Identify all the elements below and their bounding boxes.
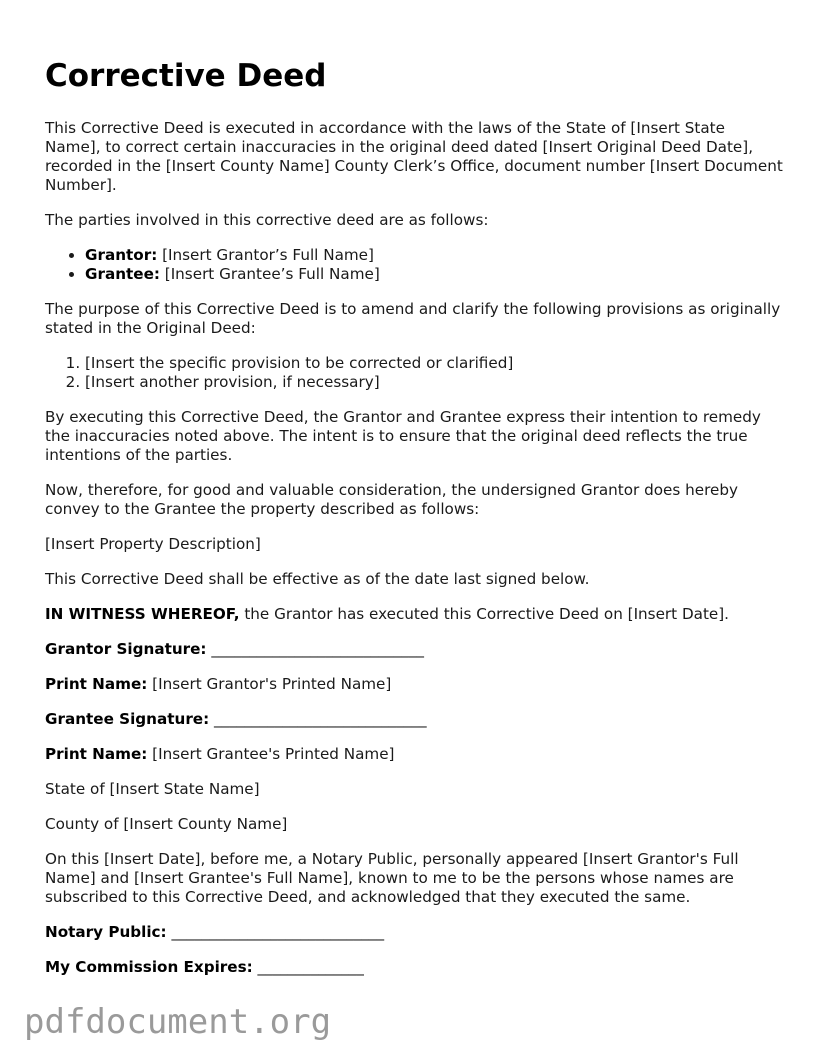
- party-value: [Insert Grantee’s Full Name]: [159, 265, 380, 283]
- grantee-signature-label: Grantee Signature:: [45, 710, 210, 728]
- grantor-print-value: [Insert Grantor's Printed Name]: [147, 675, 392, 693]
- party-label: Grantor:: [85, 246, 158, 264]
- purpose-paragraph: The purpose of this Corrective Deed is to amend and clarify the following provisions as originally stated in the Original Deed:: [45, 300, 781, 337]
- grantor-signature-blank: ____________________________: [206, 640, 424, 658]
- party-label: Grantee:: [85, 265, 160, 283]
- effective-paragraph: This Corrective Deed shall be effective as of the date last signed below.: [45, 570, 590, 588]
- document-title: Corrective Deed: [45, 58, 327, 94]
- county-line: County of [Insert County Name]: [45, 815, 288, 833]
- commission-expires-line: [45, 958, 785, 977]
- grantor-print-label: Print Name:: [45, 675, 148, 693]
- intro-paragraph: This Corrective Deed is executed in accordance with the laws of the State of [Insert State Name], to correct certain inaccuracies in the original deed dated [Insert Original Deed Date], recorded in the [Insert County Name] County Clerk’s Office, document number [Insert Document Number].: [45, 119, 783, 194]
- commission-label: My Commission Expires:: [45, 958, 253, 976]
- parties-intro: The parties involved in this corrective deed are as follows:: [45, 211, 489, 229]
- notary-public-blank: ____________________________: [166, 923, 385, 941]
- grantor-signature-label: Grantor Signature:: [45, 640, 207, 658]
- provisions-list: [45, 354, 785, 392]
- state-line: State of [Insert State Name]: [45, 780, 260, 798]
- intent-paragraph: By executing this Corrective Deed, the Grantor and Grantee express their intention to remedy the inaccuracies noted above. The intent is to ensure that the original deed reflects the true intentions of the parties.: [45, 408, 761, 464]
- notary-paragraph: On this [Insert Date], before me, a Notary Public, personally appeared [Insert Grantor's Full Name] and [Insert Grantee's Full Name], known to me to be the persons whose names are subscribed to this Corrective Deed, and acknowledged that they executed the same.: [45, 850, 739, 906]
- witness-paragraph: [45, 605, 785, 624]
- parties-list: [45, 246, 785, 284]
- grantee-signature-blank: ____________________________: [209, 710, 427, 728]
- grantor-print-name: [45, 675, 785, 694]
- consideration-paragraph: Now, therefore, for good and valuable consideration, the undersigned Grantor does hereby convey to the Grantee the property described as follows:: [45, 481, 738, 518]
- party-grantee: [85, 265, 785, 284]
- provision-item: 2. [Insert another provision, if necessary]: [85, 373, 785, 392]
- provision-item: 1. [Insert the specific provision to be corrected or clarified]: [85, 354, 785, 373]
- property-description: [Insert Property Description]: [45, 535, 261, 553]
- party-grantor: [85, 246, 785, 265]
- grantee-print-label: Print Name:: [45, 745, 148, 763]
- document-page: [45, 56, 785, 993]
- commission-blank: ______________: [252, 958, 364, 976]
- grantee-print-name: [45, 745, 785, 764]
- party-value: [Insert Grantor’s Full Name]: [157, 246, 374, 264]
- witness-label: IN WITNESS WHEREOF,: [45, 605, 240, 623]
- watermark-text: pdfdocument.org: [24, 1002, 332, 1042]
- notary-public-label: Notary Public:: [45, 923, 167, 941]
- witness-text: the Grantor has executed this Corrective Deed on [Insert Date].: [239, 605, 730, 623]
- notary-public-line: [45, 923, 785, 942]
- grantee-print-value: [Insert Grantee's Printed Name]: [147, 745, 395, 763]
- grantor-signature-line: [45, 640, 785, 659]
- grantee-signature-line: [45, 710, 785, 729]
